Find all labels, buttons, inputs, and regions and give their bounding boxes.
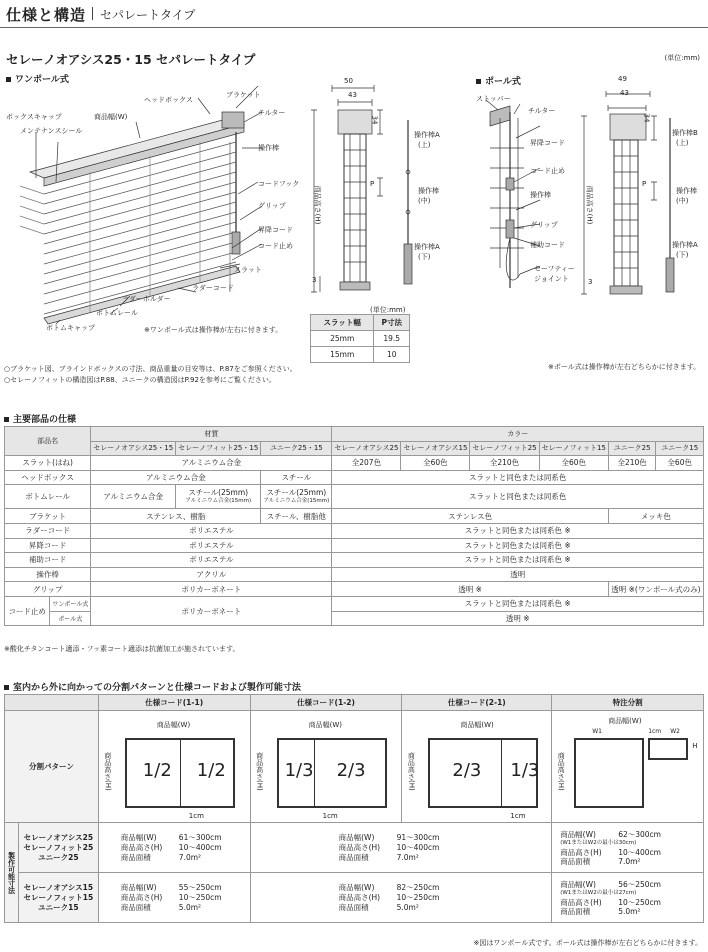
gap-label: 1cm [188,811,204,820]
width-label: 商品幅(W) [308,720,342,729]
part-color: メッキ色 [608,509,703,524]
slat-table-cell: 10 [374,347,410,363]
label-pole-lift-cord: 昇降コード [530,139,565,147]
label-safety-joint-1: セーフティー [534,265,575,273]
part-name: ボトムレール [5,485,91,509]
spec-label: 商品幅(W) [338,832,375,842]
spec-note: (W1またはW2の最小は27cm) [560,889,637,896]
width-label: 商品幅(W) [608,716,642,725]
label-safety-joint-2: ジョイント [534,275,569,283]
slat-table-header-width: スラット幅 [311,315,374,331]
product-name: ユニーク15 [38,902,79,912]
patterns-corner [5,695,99,711]
spec-label: 商品面積 [338,902,369,912]
part-material: アルミニウム合金 [91,456,332,471]
dim-pole-p: P [642,180,647,188]
spec-value: 82〜250cm [396,882,440,892]
part-material: アルミニウム合金 [91,485,176,509]
w1-label: W1 [592,727,602,735]
pattern-diagram [99,712,250,822]
one-pole-note: ※ワンポール式は操作棒が左右に付きます。 [144,326,283,334]
dim-pole-3: 3 [588,278,593,286]
height-label: 商品高さ(H) [103,751,112,791]
rod-middle-sub: (中) [418,197,431,205]
part-material: スチール [261,470,332,485]
part-color: 透明 [332,567,704,582]
part-material: ポリエステル [91,553,332,568]
color-sub-oasis15: セレーノオアシス15 [401,441,470,456]
label-operating-rod: 操作棒 [258,144,279,152]
height-label: 商品高さ(H) [407,751,416,791]
material-sub-fit: セレーノフィット25・15 [176,441,261,456]
spec-label: 商品高さ(H) [560,897,602,907]
spec-label: 商品高さ(H) [120,842,163,852]
part-subname: ワンポール式 [50,596,91,611]
label-pole-grip: グリップ [530,221,558,229]
rod-b-upper-sub: (上) [676,139,689,147]
dim-pole-34: 34 [642,113,651,123]
spec-cell [552,823,704,873]
color-sub-fit15: セレーノフィット15 [539,441,608,456]
spec-cell [250,823,552,873]
color-sub-unique15: ユニーク15 [656,441,704,456]
label-ladder-holder: ラダーホルダー [122,295,171,303]
label-grip: グリップ [258,202,286,210]
part-color: 透明 ※ [332,611,704,626]
spec-label: 商品面積 [120,902,151,912]
table-row [5,596,704,611]
spec-label: 商品高さ(H) [338,892,381,902]
part-name: 補助コード [5,553,91,568]
color-sub-oasis25: セレーノオアシス25 [332,441,401,456]
spec-value: 62〜300cm [618,829,661,839]
table-row [5,485,704,509]
spec-label: 商品幅(W) [338,882,375,892]
pattern-diagram [552,712,703,822]
table-row [5,538,704,553]
part-material: ポリエステル [91,523,332,538]
spec-value: 7.0m² [178,852,202,862]
label-bracket: ブラケット [226,91,261,99]
label-headbox: ヘッドボックス [144,96,193,104]
spec-note: (W1またはW2の最小は30cm) [560,839,637,846]
parts-note: ※酸化チタンコート適添・フッ素コート適添は抗菌加工が施されています。 [4,645,240,653]
fraction-left: 2/3 [452,759,482,781]
color-sub-unique25: ユニーク25 [608,441,656,456]
rod-middle: 操作棒 [418,187,439,195]
label-cord-stop: コード止め [258,242,293,250]
pattern-col-1-2: 仕様コード(1-2) [250,695,402,711]
spec-label: 商品幅(W) [560,829,596,839]
spec-label: 商品幅(W) [560,879,596,889]
slat-table-cell: 19.5 [374,331,410,347]
spec-label: 商品高さ(H) [120,892,163,902]
spec-value: 10〜400cm [618,847,661,857]
patterns-heading: 室内から外に向かっての分割パターンと仕様コードおよび製作可能寸法 [4,680,301,693]
part-material: スチール、樹脂他 [261,509,332,524]
pole-rod-middle-sub: (中) [676,197,689,205]
part-color: 透明 ※(ワンポール式のみ) [608,582,703,597]
part-color: ステンレス色 [332,509,608,524]
h-label: H [692,741,698,750]
spec-label: 商品幅(W) [120,832,157,842]
part-material-stack [261,485,332,509]
spec-value: 61〜300cm [178,832,222,842]
label-tilter: チルター [258,109,286,117]
product-name: セレーノオアシス15 [23,882,94,892]
part-material: アルミニウム合金(15mm) [263,497,330,504]
spec-cell [98,873,250,923]
w2-label: W2 [670,727,680,735]
part-color: スラットと同色または同系色 ※ [332,523,704,538]
label-stopper: ストッパー [476,95,511,103]
pole-heading: ポール式 [476,74,521,87]
slat-table-unit: (単位:mm) [370,306,406,314]
width-label: 商品幅(W) [156,720,191,729]
label-product-width: 商品幅(W) [94,113,128,121]
spec-value: 7.0m² [396,852,419,862]
part-color: 全207色 [332,456,401,471]
product-name: セレーノフィット25 [23,842,94,852]
dim-3: 3 [312,276,317,284]
slat-table-cell: 25mm [311,331,374,347]
fraction-right: 1/2 [196,759,226,781]
pattern-diagram-cell [98,711,250,823]
spec-value: 5.0m² [178,902,202,912]
label-pole-tilter: チルター [528,107,556,115]
spec-value: 10〜400cm [396,842,440,852]
part-name: 操作棒 [5,567,91,582]
label-ladder-cord: ラダーコード [192,284,234,292]
product-group-25 [18,823,98,873]
dim-height: 商品高さ(H) [313,185,322,225]
label-lift-cord: 昇降コード [258,226,293,234]
height-label: 商品高さ(H) [255,751,264,791]
dim-pole-height: 商品高さ(H) [585,185,594,225]
spec-value: 7.0m² [618,856,641,866]
spec-label: 商品面積 [120,852,151,862]
pole-rod-a-lower: 操作棒A [672,241,698,249]
pattern-diagram-cell [552,711,704,823]
product-name: セレーノオアシス25 [23,832,94,842]
spec-value: 10〜250cm [178,892,222,902]
part-subname: ポール式 [50,611,91,626]
fraction-left: 1/2 [142,759,172,781]
spec-value: 5.0m² [618,906,641,916]
part-color: スラットと同色または同系色 [332,470,704,485]
color-sub-fit25: セレーノフィット25 [470,441,539,456]
spec-value: 10〜250cm [396,892,440,902]
part-color: 全60色 [656,456,704,471]
gap-label: 1cm [510,811,526,820]
rod-a-upper-sub: (上) [418,141,431,149]
part-material: アクリル [91,567,332,582]
slat-table-header-p: P寸法 [374,315,410,331]
part-material: スチール(25mm) [266,487,327,497]
table-row [5,456,704,471]
pole-rod-a-lower-sub: (下) [676,251,689,259]
table-row [5,509,704,524]
pattern-col-custom: 特注分割 [552,695,704,711]
pattern-diagram [251,712,402,822]
label-pole-rod: 操作棒 [530,191,551,199]
part-color: スラットと同色または同系色 ※ [332,553,704,568]
part-name: スラット(はね) [5,456,91,471]
dim-50: 50 [344,77,353,85]
slat-table-cell: 15mm [311,347,374,363]
width-label: 商品幅(W) [460,720,494,729]
table-row [5,523,704,538]
dim-49: 49 [618,75,627,83]
material-sub-oasis: セレーノオアシス25・15 [91,441,176,456]
parts-col-material: 材質 [91,427,332,442]
part-material: スチール(25mm) [188,487,249,497]
spec-value: 91〜300cm [396,832,440,842]
product-group-15 [18,873,98,923]
part-name: ラダーコード [5,523,91,538]
pattern-diagram-cell [250,711,402,823]
parts-col-color: カラー [332,427,704,442]
part-material: ポリカーボネート [91,582,332,597]
spec-label: 商品高さ(H) [560,847,602,857]
spec-label: 商品高さ(H) [338,842,381,852]
dim-34: 34 [370,115,379,125]
table-row [5,582,704,597]
part-name: コード止め [5,596,50,625]
spec-label: 商品面積 [338,852,369,862]
pattern-diagram-cell [402,711,552,823]
part-color: スラットと同色または同系色 ※ [332,596,704,611]
part-color: スラットと同色または同系色 ※ [332,538,704,553]
label-slat: スラット [234,266,262,274]
part-name: 昇降コード [5,538,91,553]
part-material: ポリカーボネート [91,596,332,625]
pole-note: ※ポール式は操作棒が左右どちらかに付きます。 [548,363,701,371]
product-name: ユニーク25 [38,852,79,862]
part-material: ステンレス、樹脂 [91,509,261,524]
spec-value: 10〜250cm [618,897,661,907]
window-frame [574,738,644,808]
part-name: ブラケット [5,509,91,524]
spec-label: 商品幅(W) [120,882,157,892]
pattern-col-2-1: 仕様コード(2-1) [402,695,552,711]
row-pattern-label: 分割パターン [5,711,99,823]
spec-cell [552,873,704,923]
part-color: 全210色 [470,456,539,471]
patterns-footer-note: ※図はワンポール式です。ポール式は操作棒が左右どちらかに付きます。 [473,939,702,947]
spec-value: 5.0m² [396,902,419,912]
label-pole-cord-stop: コード止め [530,167,565,175]
spec-label: 商品面積 [560,906,591,916]
label-cord-hook: コードフック [258,180,300,188]
fraction-left: 1/3 [284,759,314,781]
table-row [5,470,704,485]
product-title: セレーノオアシス25・15 セパレートタイプ [6,52,256,67]
label-bottom-cap: ボトムキャップ [46,324,95,332]
part-color: 全210色 [608,456,656,471]
header-divider [92,7,93,20]
slat-table [310,314,410,363]
fraction-right: 2/3 [336,759,366,781]
patterns-table [4,694,704,923]
part-material-stack [176,485,261,509]
dim-43: 43 [348,91,357,99]
rod-a-lower-sub: (下) [418,253,431,261]
pattern-diagram [402,712,551,822]
part-name: ヘッドボックス [5,470,91,485]
part-color: 全60色 [539,456,608,471]
pole-rod-middle: 操作棒 [676,187,697,195]
rod-a-upper: 操作棒A [414,131,440,139]
one-pole-heading: ワンポール式 [6,72,69,85]
dim-p: P [370,180,375,188]
part-material: ポリエステル [91,538,332,553]
rod-a-lower: 操作棒A [414,243,440,251]
table-row [5,567,704,582]
label-aux-cord: 補助コード [530,241,565,249]
parts-col-part: 部品名 [5,427,91,456]
part-material: アルミニウム合金 [91,470,261,485]
fraction-right: 1/3 [510,759,540,781]
table-row [5,553,704,568]
gap-label: 1cm [648,727,662,735]
footnote-1: ○ブラケット図、ブラインドボックスの寸法、商品重量の目安等は、P.87をご参照ください。 [4,365,297,373]
part-color: 透明 ※ [332,582,608,597]
pattern-col-1-1: 仕様コード(1-1) [98,695,250,711]
parts-heading: 主要部品の仕様 [4,412,76,425]
label-maintenance-seal: メンテナンスシール [20,127,83,135]
height-label: 商品高さ(H) [557,751,566,791]
dim-pole-43: 43 [620,89,629,97]
rod-b-upper: 操作棒B [672,129,698,137]
unit-note: (単位:mm) [664,54,700,62]
spec-value: 10〜400cm [178,842,222,852]
parts-table [4,426,704,626]
spec-value: 55〜250cm [178,882,222,892]
spec-value: 56〜250cm [618,879,661,889]
gap-label: 1cm [322,811,338,820]
spec-label: 商品面積 [560,856,591,866]
side-label: 製作可能寸法 [5,823,19,923]
page-title: 仕様と構造 [6,6,87,24]
window-frame-small [648,738,688,760]
page-subtitle: セパレートタイプ [100,8,196,22]
part-material: アルミニウム合金(15mm) [185,497,252,504]
label-bottom-rail: ボトムレール [96,309,138,317]
footnote-2: ○セレーノフィットの構造図はP.88、ユニークの構造図はP.92を参考にご覧ください。 [4,376,276,384]
part-color: 全60色 [401,456,470,471]
material-sub-unique: ユニーク25・15 [261,441,332,456]
part-color: スラットと同色または同系色 [332,485,704,509]
spec-cell [250,873,552,923]
label-box-cap: ボックスキャップ [6,113,62,121]
spec-cell [98,823,250,873]
product-name: セレーノフィット15 [23,892,94,902]
part-name: グリップ [5,582,91,597]
